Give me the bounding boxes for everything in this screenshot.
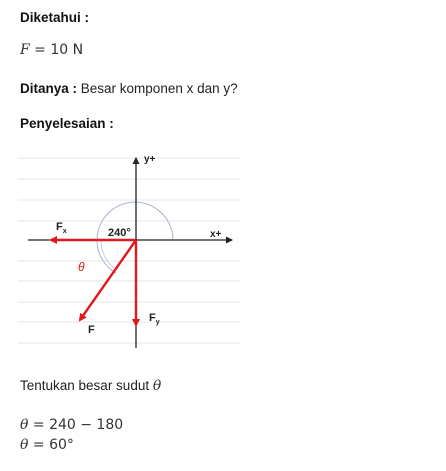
asked-text: Besar komponen x dan y? [80,81,238,96]
eq1-theta: θ [20,417,29,433]
eq2-rest: = 60° [32,437,74,453]
asked-line [20,81,238,96]
eq1-rest: = 240 − 180 [32,417,124,433]
x-axis-label: x+ [210,229,222,240]
y-axis-label: y+ [144,154,156,165]
force-value: = 10 N [34,42,84,58]
known-equation [20,42,83,58]
fx-label: $F_x$ [56,221,67,235]
eq2-theta: θ [20,437,29,453]
equation-line-2 [20,437,74,453]
known-heading: Diketahui : [20,10,90,25]
force-symbol: F [20,42,30,58]
vector-diagram [18,150,240,355]
f-label: F [88,324,95,336]
asked-heading: Ditanya : [20,81,78,96]
instruction-line [20,378,161,394]
angle-label: 240° [108,227,131,239]
solution-heading: Penyelesaian : [20,116,114,131]
theta-symbol: θ [152,378,162,394]
instruction-text: Tentukan besar sudut [20,378,150,393]
equation-line-1 [20,417,123,433]
theta-arc [101,240,114,268]
theta-label: θ [78,260,85,274]
fy-label: $F_y$ [149,312,160,326]
f-vector [80,240,136,320]
